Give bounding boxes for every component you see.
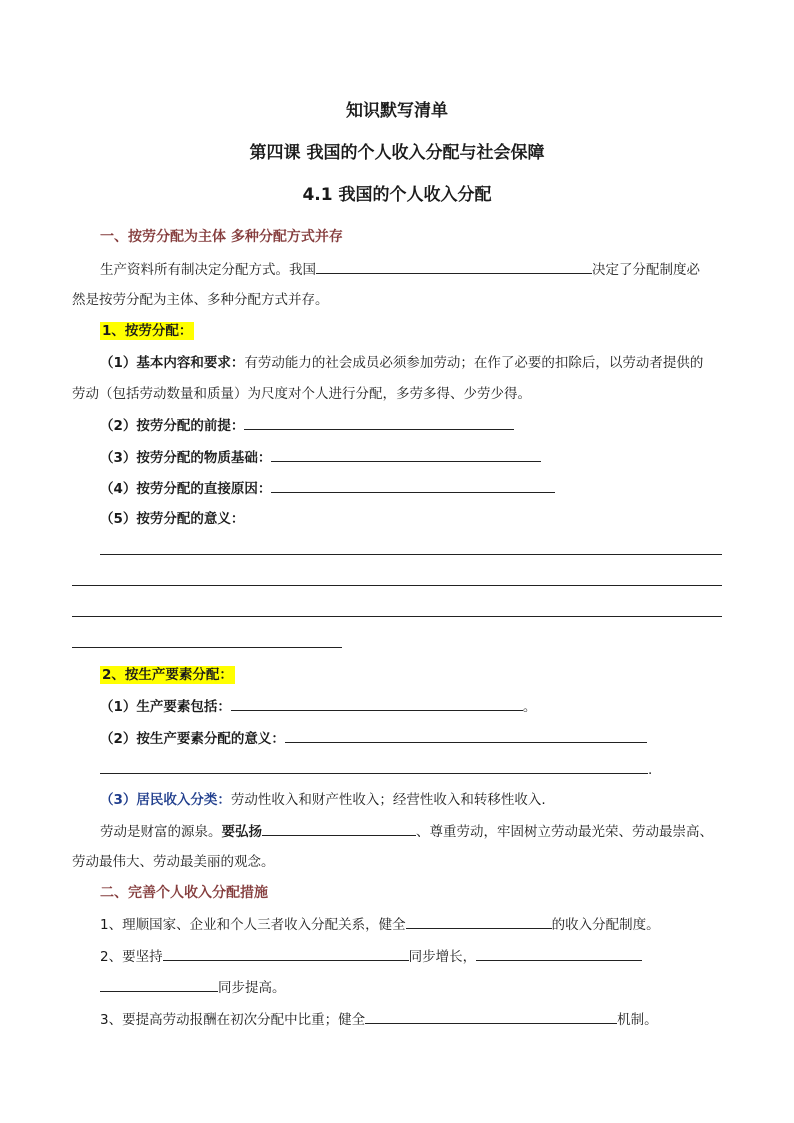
answer-line-1[interactable] — [100, 554, 722, 555]
intro-line2: 然是按劳分配为主体、多种分配方式并存。 — [72, 292, 329, 308]
factor1-label: （1）生产要素包括： — [100, 699, 231, 715]
measure2-cont — [100, 976, 286, 999]
labor-text-a: 劳动是财富的源泉。 — [100, 824, 222, 840]
item3-line — [100, 446, 541, 469]
blank-factors[interactable] — [231, 695, 523, 711]
factor2-cont — [100, 758, 652, 781]
blank-system[interactable] — [316, 258, 592, 274]
labor-text-c: 、尊重劳动，牢固树立劳动最光荣、劳动最崇高、 — [416, 824, 713, 840]
section-title: 4.1 我国的个人收入分配 — [302, 185, 492, 205]
blank-growth-2[interactable] — [476, 945, 642, 961]
doc-title: 知识默写清单 — [346, 101, 448, 121]
factor2-line — [100, 727, 647, 750]
measure2-text-a: 2、要坚持 — [100, 949, 163, 965]
item1-text: 有劳动能力的社会成员必须参加劳动；在作了必要的扣除后，以劳动者提供的 — [244, 355, 704, 371]
measure2-line — [100, 945, 642, 968]
measure3-text-a: 3、要提高劳动报酬在初次分配中比重；健全 — [100, 1012, 366, 1028]
blank-direct-reason[interactable] — [271, 477, 555, 493]
blank-distribution-system[interactable] — [406, 913, 552, 929]
sub1-heading — [100, 320, 194, 342]
item1-label: （1）基本内容和要求： — [100, 355, 245, 371]
factor2-label: （2）按生产要素分配的意义： — [100, 731, 285, 747]
measure3-line — [100, 1008, 658, 1031]
factor1-end: 。 — [522, 699, 537, 715]
measure1-text-a: 1、理顺国家、企业和个人三者收入分配关系，健全 — [100, 917, 406, 933]
blank-premise[interactable] — [244, 414, 514, 430]
item4-line — [100, 477, 555, 500]
intro-text-b: 决定了分配制度必 — [592, 262, 700, 278]
measure1-line — [100, 913, 660, 936]
factor3-line — [100, 789, 546, 811]
blank-growth-3[interactable] — [100, 976, 218, 992]
answer-line-4[interactable] — [72, 647, 342, 648]
measure3-text-b: 机制。 — [617, 1012, 658, 1028]
part2-heading: 二、完善个人收入分配措施 — [100, 885, 268, 901]
sub2-heading — [100, 664, 235, 686]
answer-line-3[interactable] — [72, 616, 722, 617]
labor-line2: 劳动最伟大、劳动最美丽的观念。 — [72, 854, 275, 870]
blank-factor-meaning-2[interactable] — [100, 758, 648, 774]
labor-text-b: 要弘扬 — [221, 824, 262, 840]
factor3-label: （3）居民收入分类： — [100, 792, 231, 808]
item5-line: （5）按劳分配的意义： — [100, 511, 245, 527]
item2-label: （2）按劳分配的前提： — [100, 418, 245, 434]
blank-mechanism[interactable] — [365, 1008, 617, 1024]
blank-material-basis[interactable] — [271, 446, 541, 462]
blank-growth-1[interactable] — [163, 945, 409, 961]
factor1-line — [100, 695, 536, 718]
item2-line — [100, 414, 514, 437]
measure2-text-b: 同步增长， — [408, 949, 477, 965]
measure2-text-c: 同步提高。 — [218, 980, 286, 996]
item3-label: （3）按劳分配的物质基础： — [100, 450, 272, 466]
intro-text-a: 生产资料所有制决定分配方式。我国 — [100, 262, 316, 278]
answer-line-2[interactable] — [72, 585, 722, 586]
sub1-highlight: 1、按劳分配： — [102, 323, 193, 339]
labor-line1 — [100, 820, 713, 843]
item4-label: （4）按劳分配的直接原因： — [100, 481, 272, 497]
factor2-end: . — [648, 762, 653, 778]
blank-labor-spirit[interactable] — [262, 820, 416, 836]
measure1-text-b: 的收入分配制度。 — [551, 917, 660, 933]
blank-factor-meaning[interactable] — [285, 727, 647, 743]
sub2-highlight: 2、按生产要素分配： — [102, 667, 233, 683]
part1-heading: 一、按劳分配为主体 多种分配方式并存 — [100, 229, 343, 245]
item1-line1 — [100, 352, 703, 374]
factor3-text: 劳动性收入和财产性收入；经营性收入和转移性收入. — [230, 792, 546, 808]
intro-line1 — [100, 258, 700, 281]
item1-line2: 劳动（包括劳动数量和质量）为尺度对个人进行分配，多劳多得、少劳少得。 — [72, 386, 531, 402]
lesson-title: 第四课 我国的个人收入分配与社会保障 — [249, 143, 545, 163]
